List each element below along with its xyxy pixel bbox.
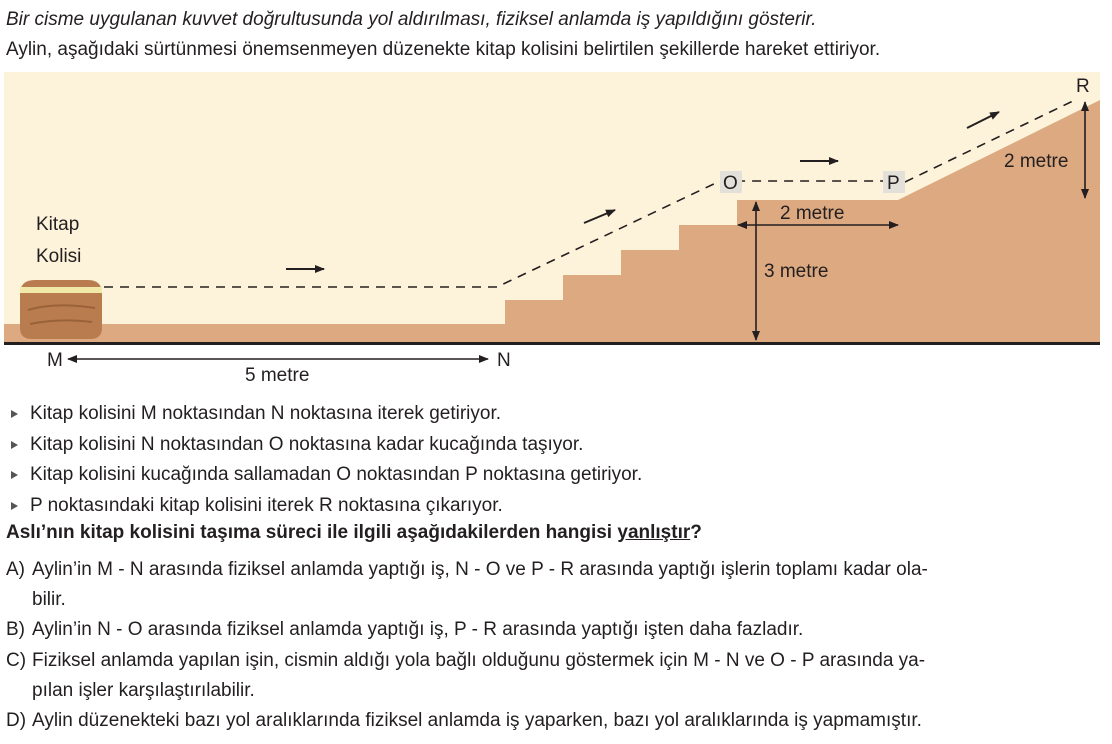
option-a-key: A)	[6, 559, 25, 580]
option-c[interactable]	[6, 646, 1102, 706]
point-o: O	[723, 173, 738, 194]
intro-line-1: Bir cisme uygulanan kuvvet doğrultusunda yol aldırılması, fiziksel anlamda iş yapıldığını gösterir.	[6, 9, 817, 30]
dimension-label-stairs: 3 metre	[764, 261, 829, 282]
option-a-line-1: Aylin’in M - N arasında fiziksel anlamda yaptığı iş, N - O ve P - R arasında yaptığı işlerin toplamı kadar ola-	[32, 559, 928, 580]
option-b[interactable]	[6, 615, 1102, 645]
intro-line-2: Aylin, aşağıdaki sürtünmesi önemsenmeyen düzenekte kitap kolisini belirtilen şekillerde hareket ettiriyor.	[6, 39, 881, 60]
point-r: R	[1076, 76, 1090, 97]
box-label-1: Kitap	[36, 214, 80, 235]
option-a-line-2: bilir.	[32, 589, 66, 610]
dimension-label-mn: 5 metre	[245, 365, 310, 386]
option-d-key: D)	[6, 710, 27, 731]
book-box	[20, 280, 102, 339]
bullet-triangle-icon	[11, 502, 18, 510]
step-item	[8, 491, 642, 522]
bullet-triangle-icon	[11, 410, 18, 418]
option-b-line-1: Aylin’in N - O arasında fiziksel anlamda yaptığı iş, P - R arasında yaptığı işten daha fazladır.	[32, 619, 804, 640]
dimension-label-op: 2 metre	[780, 203, 845, 224]
option-d[interactable]	[6, 706, 1102, 736]
step-text: Kitap kolisini kucağında sallamadan O noktasından P noktasına getiriyor.	[30, 464, 643, 485]
option-a[interactable]	[6, 555, 1102, 615]
step-text: P noktasındaki kitap kolisini iterek R noktasına çıkarıyor.	[30, 494, 503, 516]
option-d-line-1: Aylin düzenekteki bazı yol aralıklarında fiziksel anlamda iş yaparken, bazı yol aralıklarında iş yapmamıştır.	[32, 710, 922, 731]
dimension-label-ramp: 2 metre	[1004, 151, 1069, 172]
bullet-triangle-icon	[11, 471, 18, 479]
option-b-key: B)	[6, 619, 25, 640]
step-text: Kitap kolisini N noktasından O noktasına kadar kucağında taşıyor.	[30, 433, 584, 455]
step-list	[8, 399, 642, 521]
setup-diagram	[0, 70, 1112, 400]
step-item	[8, 430, 642, 461]
step-item	[8, 399, 642, 430]
point-m: M	[47, 350, 63, 371]
step-text: Kitap kolisini M noktasından N noktasına iterek getiriyor.	[30, 403, 502, 424]
question-stem	[6, 522, 702, 544]
step-item	[8, 460, 642, 491]
question-emphasis: yanlıştır	[617, 522, 691, 543]
box-label-2: Kolisi	[36, 246, 82, 267]
option-c-key: C)	[6, 650, 27, 671]
question-mark: ?	[690, 522, 702, 543]
question-text: Aslı’nın kitap kolisini taşıma süreci ile ilgili aşağıdakilerden hangisi	[6, 522, 618, 543]
bullet-triangle-icon	[11, 441, 18, 449]
point-p: P	[887, 173, 900, 194]
option-c-line-2: pılan işler karşılaştırılabilir.	[32, 680, 255, 701]
point-n: N	[497, 350, 511, 371]
option-c-line-1: Fiziksel anlamda yapılan işin, cismin aldığı yola bağlı olduğunu göstermek için M - N ve O - P arasında ya-	[32, 650, 926, 671]
